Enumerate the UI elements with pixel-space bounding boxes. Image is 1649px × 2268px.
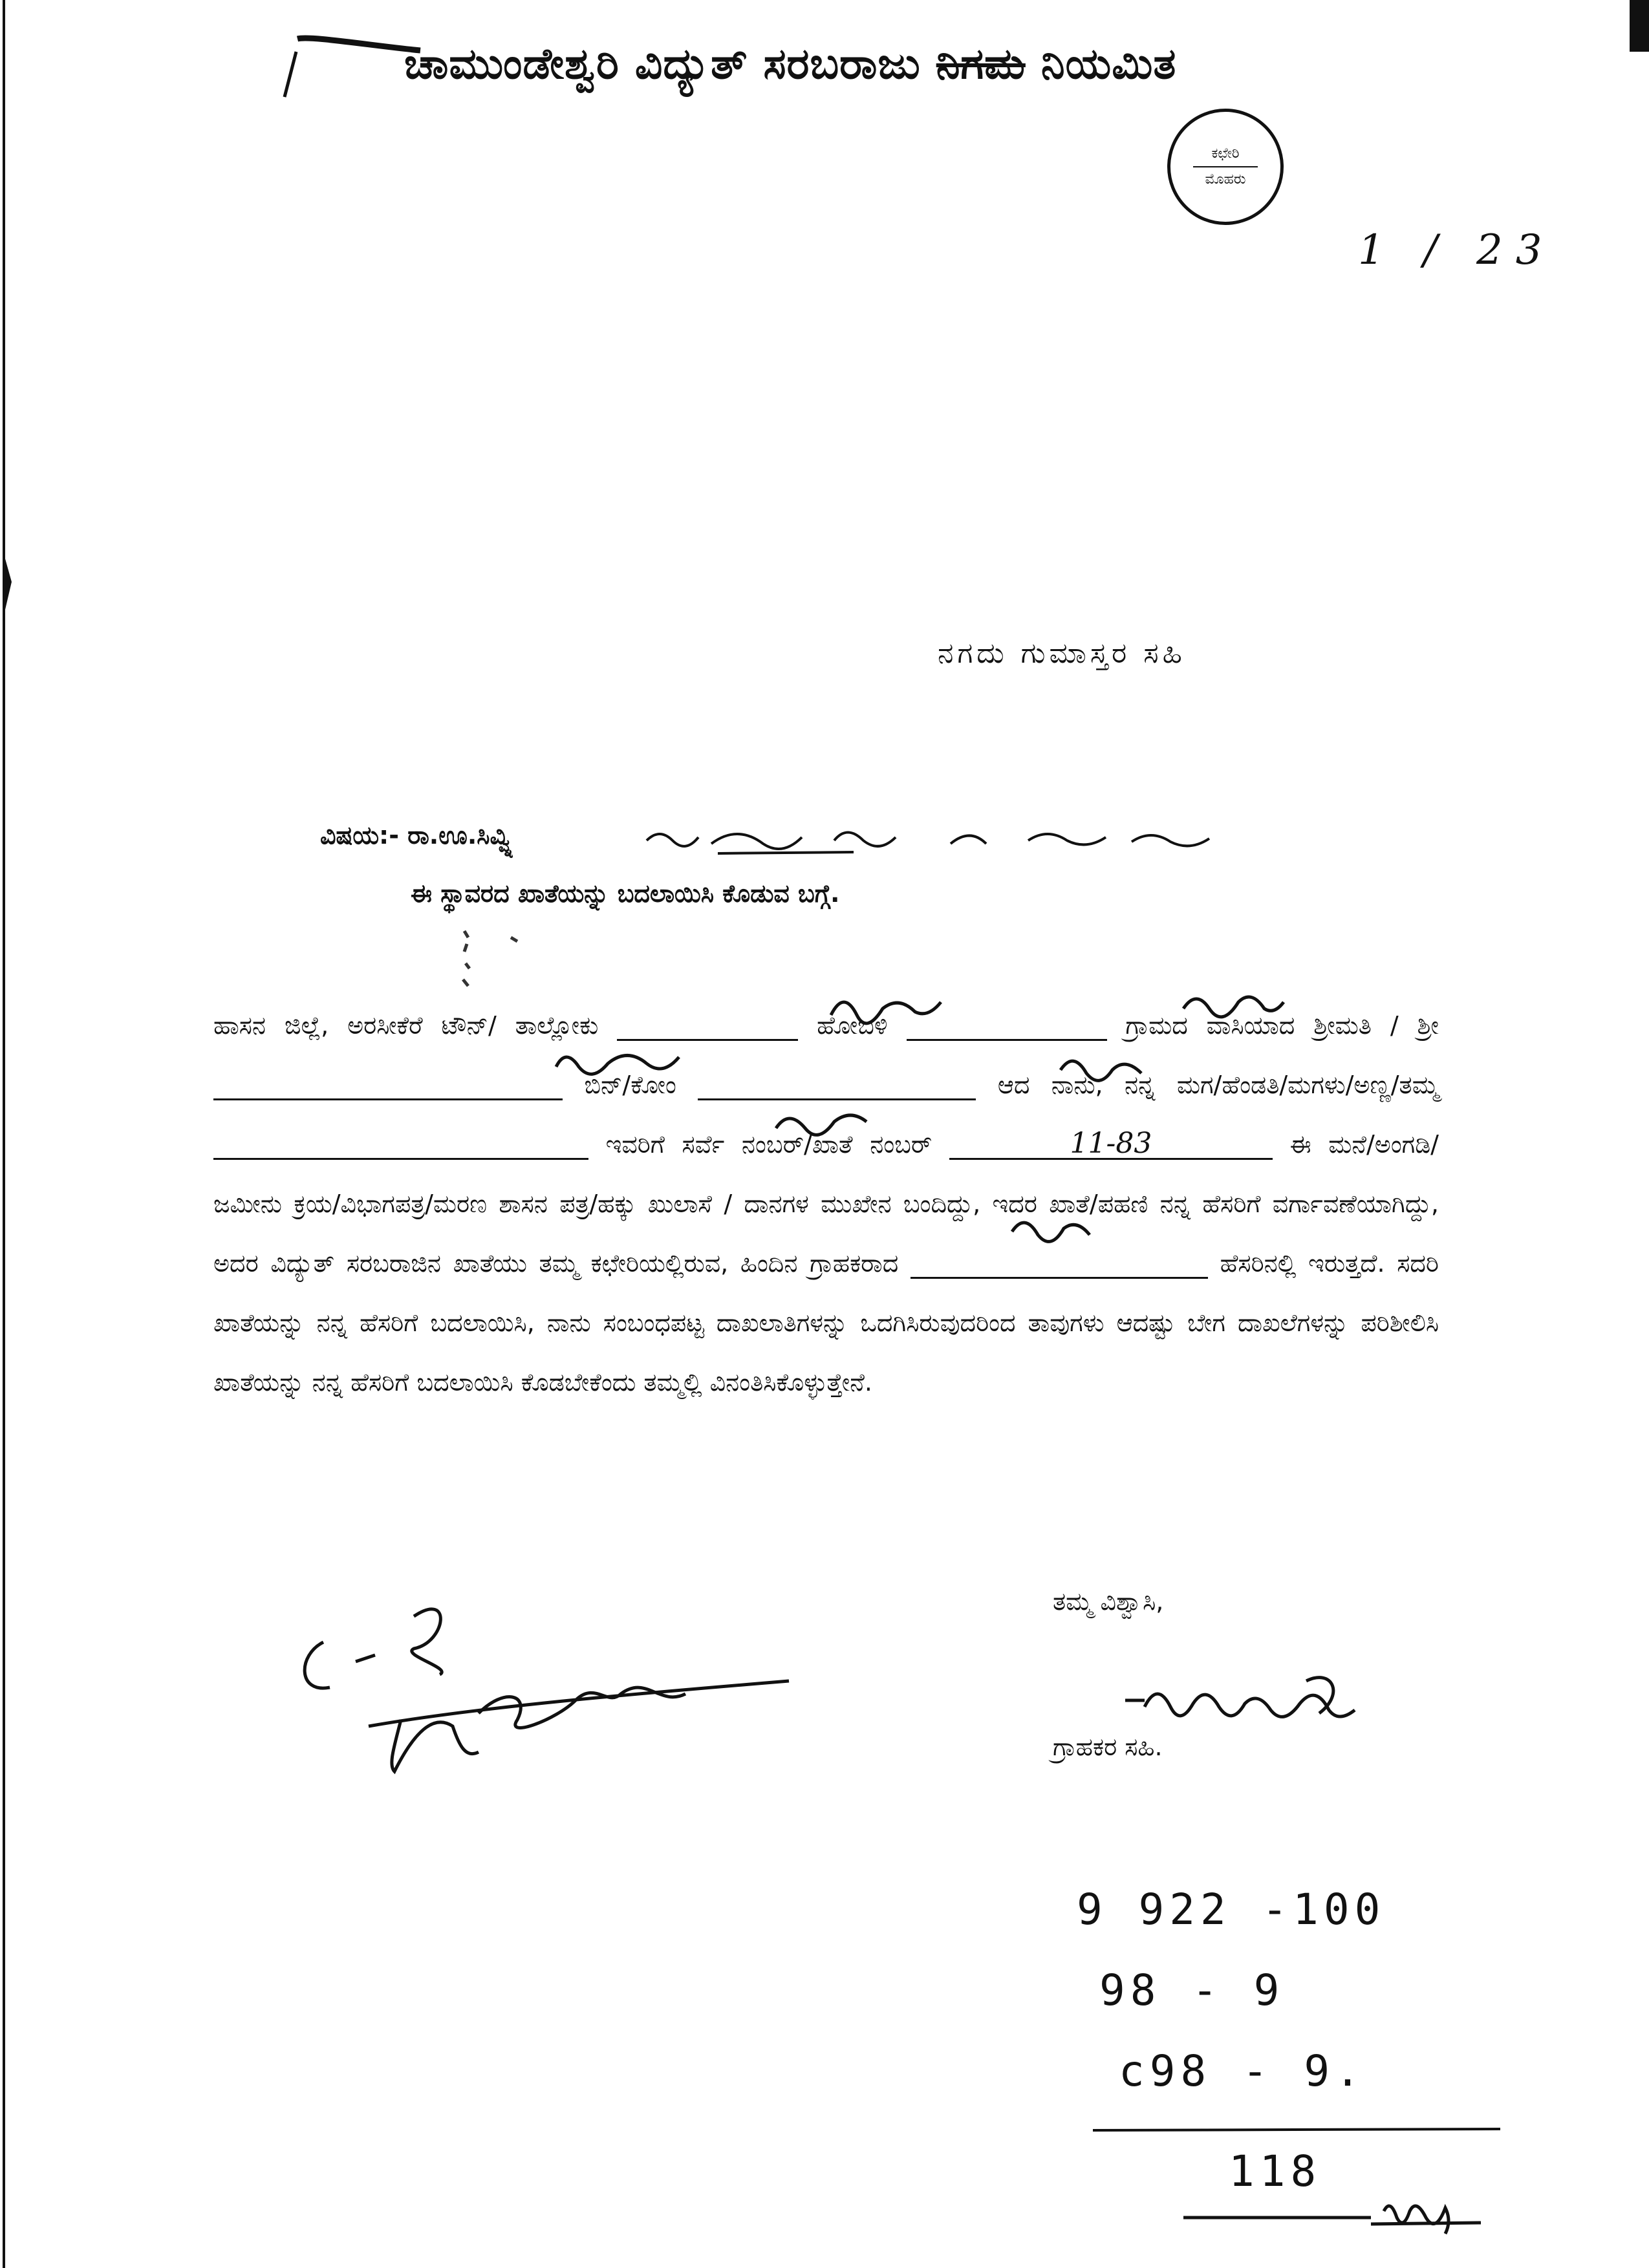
closing-yours: ತಮ್ಮ ವಿಶ್ವಾಸಿ, bbox=[1053, 1587, 1164, 1616]
subject-label: ವಿಷಯ:- bbox=[320, 821, 400, 850]
customer-signature-label: ಗ್ರಾಹಕರ ಸಹಿ. bbox=[1053, 1733, 1163, 1761]
subject-handwriting bbox=[640, 821, 1261, 866]
subject-rest: ರಾ.ಊ.ಸಿವ್ವ್ನಿ bbox=[407, 821, 513, 850]
company-name: ಚಾಮುಂಡೇಶ್ವರಿ ವಿದ್ಯುತ್ ಸರಬರಾಜು bbox=[404, 39, 921, 89]
calc-total-underline bbox=[1177, 2192, 1513, 2237]
company-title bbox=[404, 39, 1176, 90]
body-text-5: ಆದ ನಾನು, ನನ್ನ ಮಗ/ಹೆಂಡತಿ/ಮಗಳು/ಅಣ್ಣ/ತಮ್ಮ bbox=[997, 1071, 1439, 1099]
body-text-3: ಗ್ರಾಮದ ವಾಸಿಯಾದ ಶ್ರೀಮತಿ / ಶ್ರೀ bbox=[1125, 1011, 1439, 1040]
body-text-1: ಹಾಸನ ಜಿಲ್ಲೆ, ಅರಸೀಕೆರೆ ಟೌನ್/ ತಾಲ್ಲೋಕು bbox=[213, 1011, 599, 1040]
body-text-7: ಈ ಮನೆ/ಅಂಗಡಿ/ಜಮೀನು ಕ್ರಯ/ವಿಭಾಗಪತ್ರ/ಮರಣ ಶಾಸನ ಪತ್ರ/ಹಕ್ಕು ಖುಲಾಸೆ / ದಾನಗಳ ಮುಖೇನ ಬಂದಿದ್ದು, ಇದರ ಖಾತೆ/ಪಹಣಿ ನನ್ನ ಹೆಸರಿಗೆ ವರ್ಗಾವಣೆಯಾಗಿದ್ದು, ಅದರ ವಿದ್ಯುತ್ ಸರಬರಾಜಿನ ಖಾತೆಯು ತಮ್ಮ ಕಛೇರಿಯಲ್ಲಿರುವ, ಹಿಂದಿನ ಗ್ರಾಹಕರಾದ bbox=[213, 1130, 1439, 1278]
calc-line-1: 9 922 -100 bbox=[1077, 1885, 1386, 1934]
witness-signature bbox=[285, 1565, 815, 1784]
scan-edge-right bbox=[1604, 0, 1649, 103]
survey-number-handwritten: 11-83 bbox=[949, 1129, 1273, 1160]
customer-signature bbox=[1112, 1655, 1397, 1739]
company-name-struck: ನಿಗಮ bbox=[936, 39, 1026, 89]
office-seal bbox=[1167, 109, 1284, 225]
body-text-4: ಬಿನ್/ಕೋಂ bbox=[584, 1071, 676, 1099]
subject-line bbox=[320, 821, 513, 850]
seal-divider bbox=[1193, 166, 1258, 167]
calc-rule bbox=[1093, 2127, 1507, 2134]
calc-total: 118 bbox=[1229, 2146, 1322, 2196]
subject-line-2: ಈ ಸ್ಥಾವರದ ಖಾತೆಯನ್ನು ಬದಲಾಯಿಸಿ ಕೊಡುವ ಬಗ್ಗೆ. bbox=[411, 879, 840, 908]
calc-line-3: c98 - 9. bbox=[1119, 2046, 1366, 2096]
seal-line-2: ಮೊಹರು bbox=[1205, 171, 1246, 187]
header-pen-mark bbox=[272, 26, 427, 103]
calc-line-2: 98 - 9 bbox=[1099, 1965, 1285, 2015]
body-text-6: ಇವರಿಗೆ ಸರ್ವೆ ನಂಬರ್/ಖಾತೆ ನಂಬರ್ bbox=[605, 1130, 932, 1159]
body-text-8: ಹೆಸರಿನಲ್ಲಿ ಇರುತ್ತದೆ. ಸದರಿ ಖಾತೆಯನ್ನು ನನ್ನ ಹೆಸರಿಗೆ ಬದಲಾಯಿಸಿ, ನಾನು ಸಂಬಂಧಪಟ್ಟ ದಾಖಲಾತಿಗಳನ್ನು ಒದಗಿಸಿರುವುದರಿಂದ ತಾವುಗಳು ಆದಷ್ಟು ಬೇಗ ದಾಖಲೆಗಳನ್ನು ಪರಿಶೀಲಿಸಿ ಖಾತೆಯನ್ನು ನನ್ನ ಹೆಸರಿಗೆ ಬದಲಾಯಿಸಿ ಕೊಡಬೇಕೆಂದು ತಮ್ಮಲ್ಲಿ ವಿನಂತಿಸಿಕೊಳ್ಳುತ್ತೇನೆ. bbox=[213, 1249, 1439, 1396]
seal-line-1: ಕಛೇರಿ bbox=[1211, 145, 1240, 162]
company-suffix: ನಿಯಮಿತ bbox=[1040, 39, 1177, 89]
cashier-signature-label: ನಗದು ಗುಮಾಸ್ತರ ಸಹಿ bbox=[938, 637, 1186, 670]
page-mark: 1 / 23 bbox=[1358, 226, 1555, 274]
blank-handwriting bbox=[0, 970, 1649, 1358]
body-text-2: ಹೋಬಳಿ bbox=[817, 1011, 888, 1040]
